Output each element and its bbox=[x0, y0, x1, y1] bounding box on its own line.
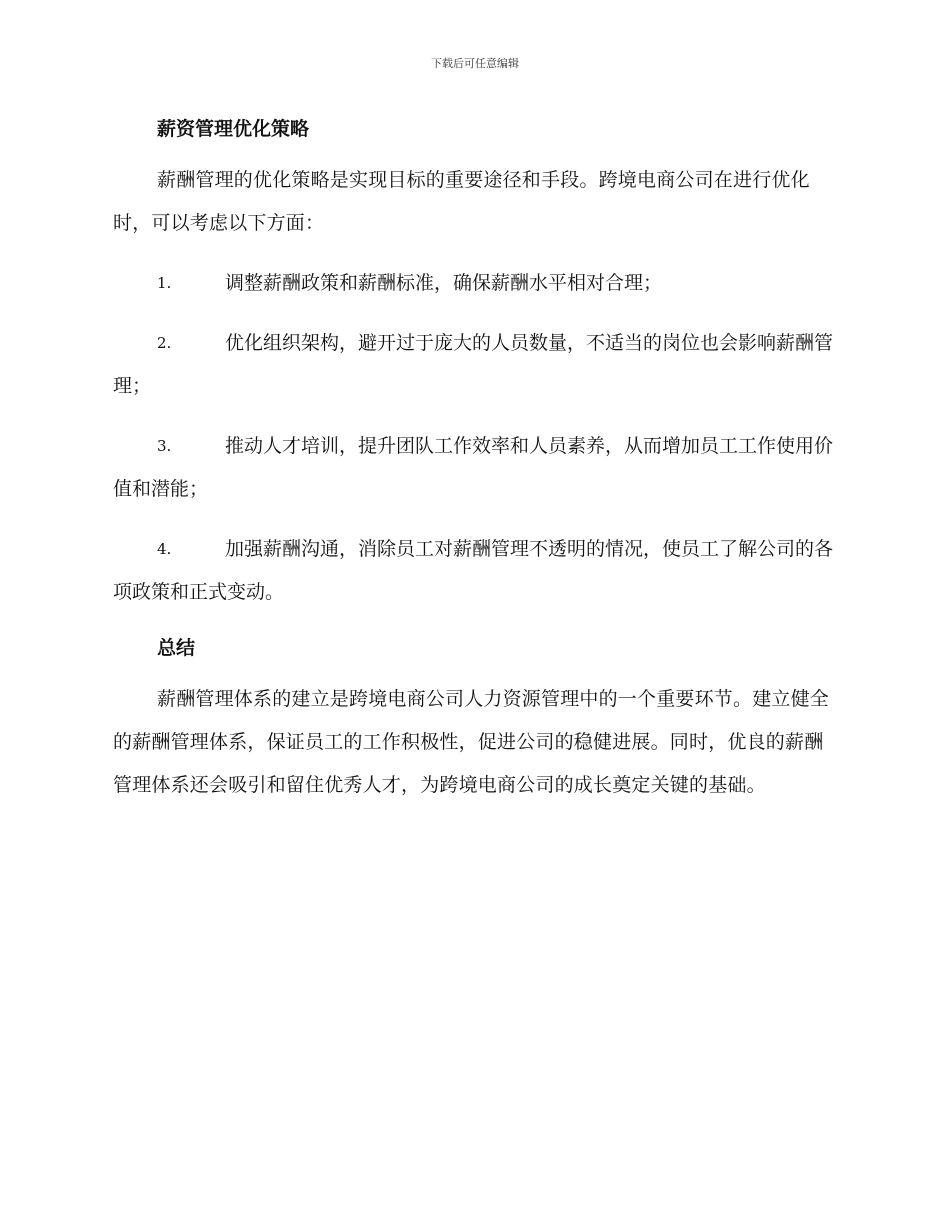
summary-paragraph: 薪酬管理体系的建立是跨境电商公司人力资源管理中的一个重要环节。建立健全的薪酬管理体系，保证员工的工作积极性，促进公司的稳健进展。同时，优良的薪酬管理体系还会吸引和留住优秀人才，为跨境电商公司的成长奠定关键的基础。 bbox=[113, 688, 830, 796]
list-item bbox=[113, 425, 835, 511]
list-number: 4. bbox=[157, 540, 172, 558]
list-item bbox=[113, 262, 835, 305]
document-content bbox=[113, 112, 835, 807]
intro-paragraph: 薪酬管理的优化策略是实现目标的重要途径和手段。跨境电商公司在进行优化时，可以考虑以下方面： bbox=[113, 169, 810, 234]
header-note: 下载后可任意编辑 bbox=[431, 57, 519, 70]
list-item-text: 推动人才培训，提升团队工作效率和人员素养，从而增加员工工作使用价值和潜能； bbox=[113, 435, 834, 500]
list-number: 1. bbox=[157, 274, 172, 292]
list-item bbox=[113, 322, 835, 408]
list-item-text: 加强薪酬沟通，消除员工对薪酬管理不透明的情况，使员工了解公司的各项政策和正式变动。 bbox=[113, 538, 834, 603]
list-number: 2. bbox=[157, 334, 172, 352]
list-number: 3. bbox=[157, 437, 172, 455]
section-heading-summary: 总结 bbox=[157, 637, 196, 659]
list-item bbox=[113, 528, 835, 614]
section-heading-salary-optimization: 薪资管理优化策略 bbox=[157, 118, 310, 140]
list-item-text: 优化组织架构，避开过于庞大的人员数量，不适当的岗位也会影响薪酬管理； bbox=[113, 332, 834, 397]
list-item-text: 调整薪酬政策和薪酬标准，确保薪酬水平相对合理； bbox=[225, 272, 663, 294]
